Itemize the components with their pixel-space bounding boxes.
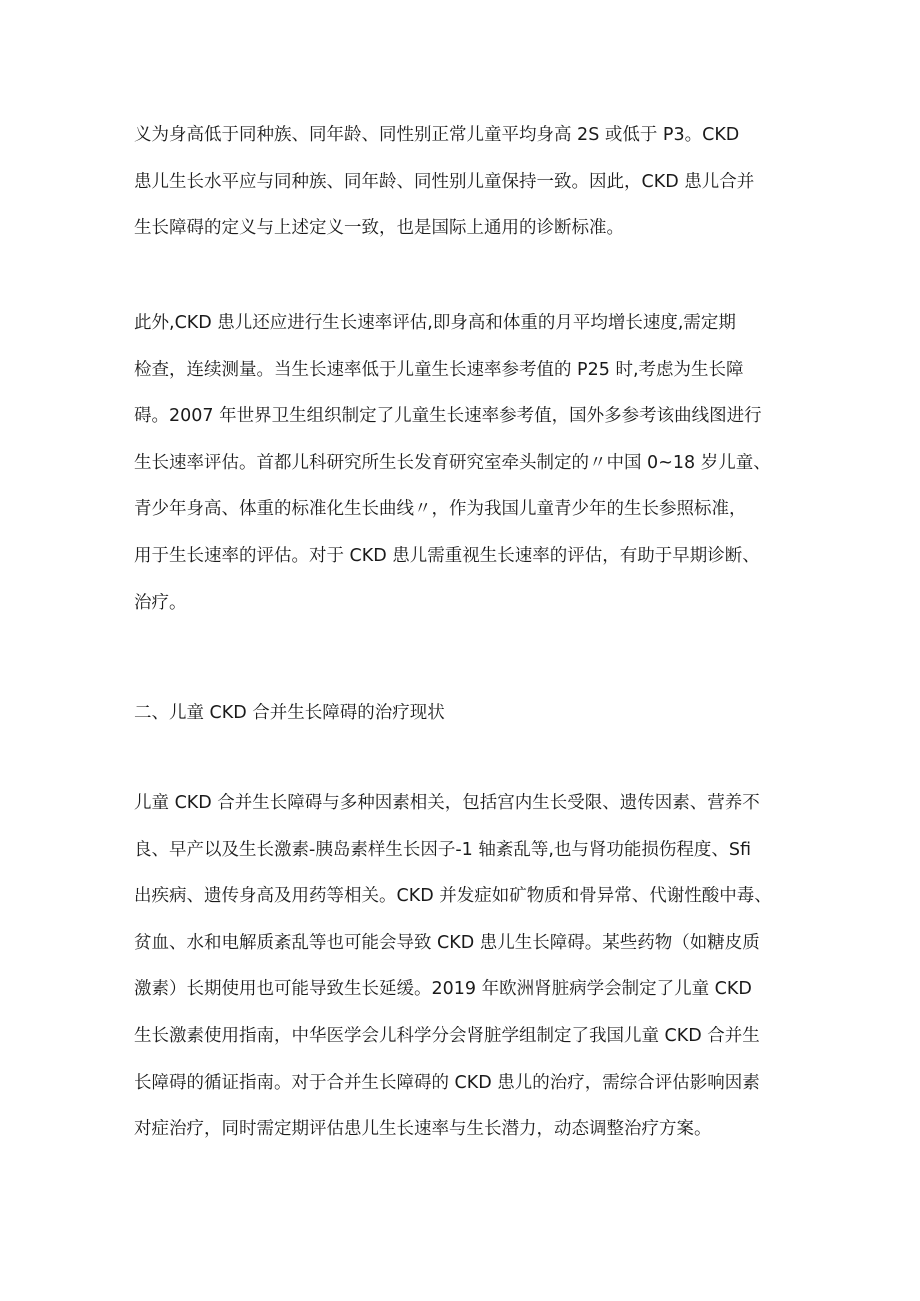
text-line: 治疗。 [134,592,187,613]
text-line: 检查，连续测量。当生长速率低于儿童生长速率参考值的 P25 时,考虑为生长障 [134,359,744,380]
text-line: 出疾病、遗传身高及用药等相关。CKD 并发症如矿物质和骨异常、代谢性酸中毒、 [134,886,772,907]
section-heading [134,690,814,737]
text-line: 激素）长期使用也可能导致生长延缓。2019 年欧洲肾脏病学会制定了儿童 CKD [134,979,752,1000]
text-line: 生长速率评估。首都儿科研究所生长发育研究室牵头制定的〃中国 0~18 岁儿童、 [134,452,771,473]
paragraph-growth-rate [134,300,814,626]
text-line: 碍。2007 年世界卫生组织制定了儿童生长速率参考值，国外多参考该曲线图进行 [134,406,762,427]
text-line: 患儿生长水平应与同种族、同年龄、同性别儿童保持一致。因此，CKD 患儿合并 [134,171,755,192]
text-line: 用于生长速率的评估。对于 CKD 患儿需重视生长速率的评估，有助于早期诊断、 [134,545,760,566]
text-line: 生长障碍的定义与上述定义一致，也是国际上通用的诊断标准。 [134,218,624,239]
heading-text: 二、儿童 CKD 合并生长障碍的治疗现状 [134,703,445,723]
text-line: 生长激素使用指南，中华医学会儿科学分会肾脏学组制定了我国儿童 CKD 合并生 [134,1025,760,1046]
text-line: 贫血、水和电解质紊乱等也可能会导致 CKD 患儿生长障碍。某些药物（如糖皮质 [134,932,760,953]
text-line: 义为身高低于同种族、同年龄、同性别正常儿童平均身高 2S 或低于 P3。CKD [134,125,740,145]
text-line: 良、早产以及生长激素-胰岛素样生长因子-1 轴紊乱等,也与肾功能损伤程度、Sfi [134,839,752,860]
text-line: 此外,CKD 患儿还应进行生长速率评估,即身高和体重的月平均增长速度,需定期 [134,313,736,333]
text-line: 对症治疗，同时需定期评估患儿生长速率与生长潜力，动态调整治疗方案。 [134,1119,712,1140]
text-line: 青少年身高、体重的标准化生长曲线〃，作为我国儿童青少年的生长参照标准， [134,499,747,520]
paragraph-treatment-status [134,780,814,1153]
paragraph-growth-definition [134,112,814,252]
text-line: 儿童 CKD 合并生长障碍与多种因素相关，包括宫内生长受限、遗传因素、营养不 [134,793,760,813]
text-line: 长障碍的循证指南。对于合并生长障碍的 CKD 患儿的治疗，需综合评估影响因素 [134,1072,760,1093]
